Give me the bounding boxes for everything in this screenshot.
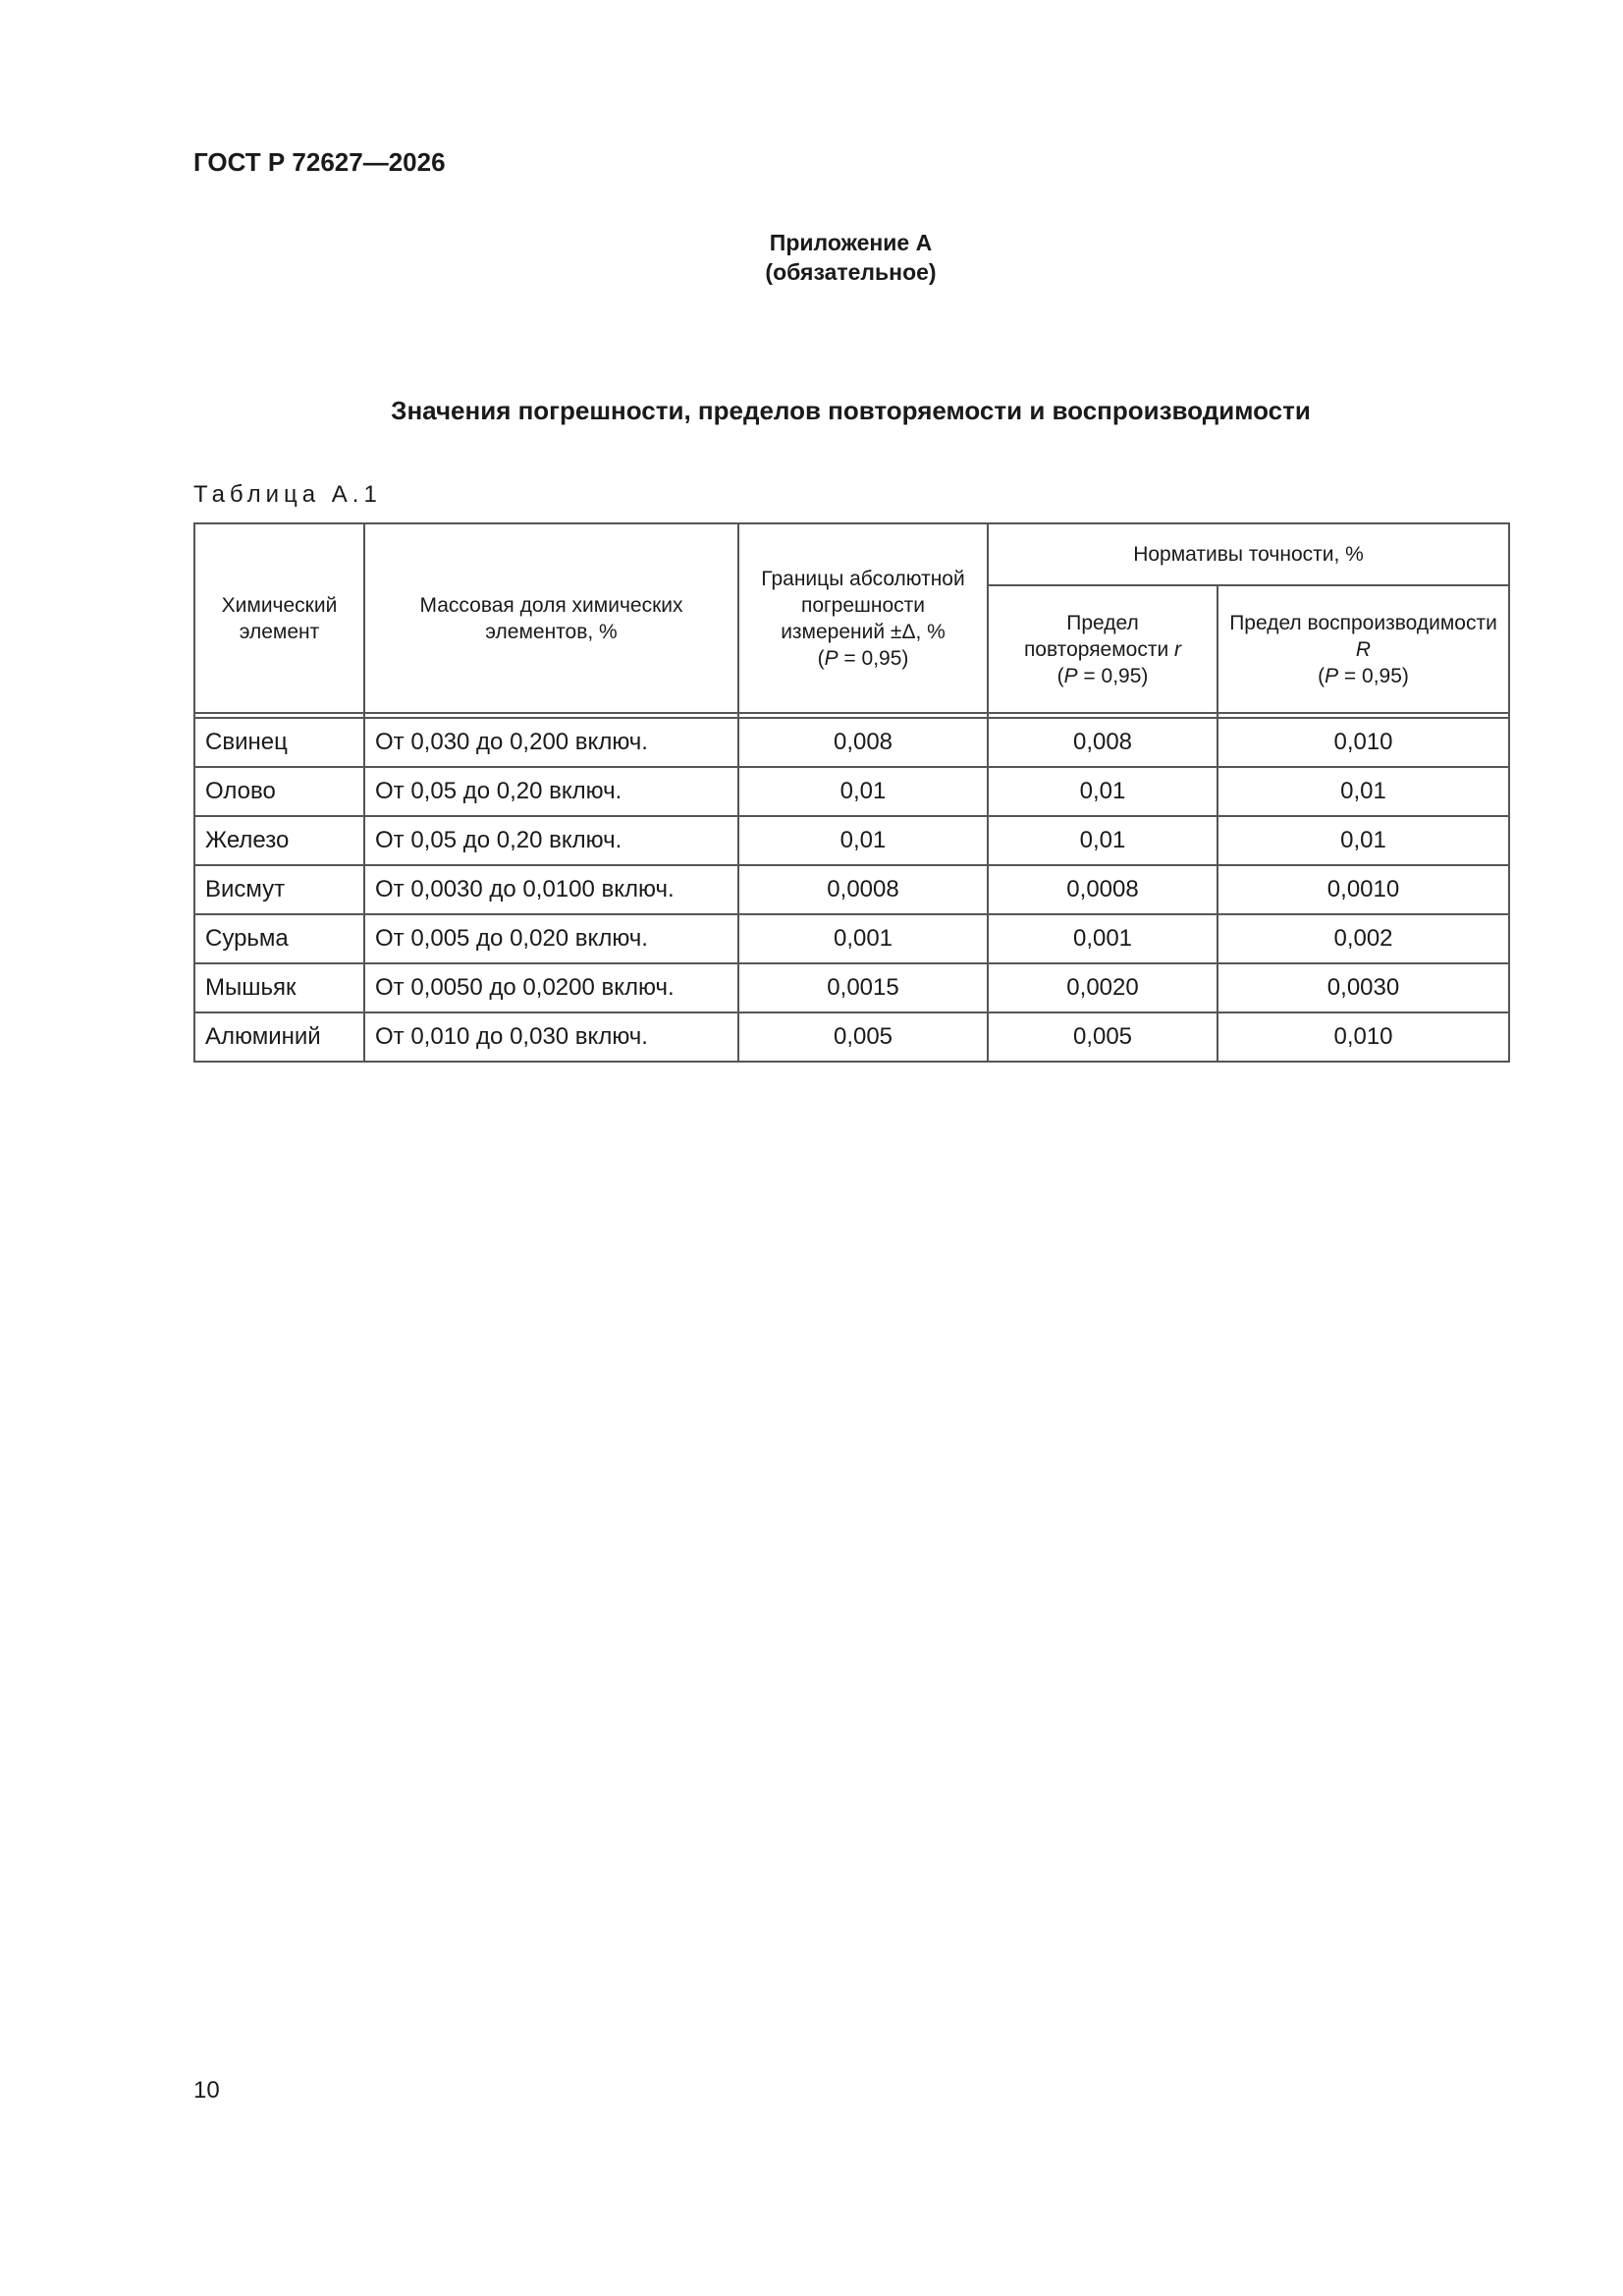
cell-range: От 0,05 до 0,20 включ. <box>364 816 738 865</box>
cell-range: От 0,0030 до 0,0100 включ. <box>364 865 738 914</box>
header-element: Химический элемент <box>194 523 364 713</box>
cell-reproducibility: 0,002 <box>1217 914 1509 963</box>
appendix-subtitle: (обязательное) <box>765 259 937 285</box>
header-repeatability-p-value: = 0,95) <box>1077 664 1149 687</box>
table-row <box>194 914 1509 963</box>
cell-delta: 0,01 <box>738 767 988 816</box>
cell-delta: 0,008 <box>738 718 988 767</box>
cell-range: От 0,0050 до 0,0200 включ. <box>364 963 738 1012</box>
cell-delta: 0,0008 <box>738 865 988 914</box>
document-code: ГОСТ Р 72627—2026 <box>193 147 446 177</box>
header-reproducibility-symbol: R <box>1355 637 1372 661</box>
appendix-title: Приложение А <box>769 230 933 255</box>
cell-repeatability: 0,0020 <box>988 963 1217 1012</box>
cell-repeatability: 0,01 <box>988 767 1217 816</box>
cell-repeatability: 0,001 <box>988 914 1217 963</box>
cell-reproducibility: 0,0030 <box>1217 963 1509 1012</box>
cell-repeatability: 0,008 <box>988 718 1217 767</box>
cell-reproducibility: 0,010 <box>1217 718 1509 767</box>
header-reproducibility-p-symbol: P <box>1325 664 1339 687</box>
cell-element: Мышьяк <box>194 963 364 1012</box>
cell-reproducibility: 0,01 <box>1217 767 1509 816</box>
cell-delta: 0,01 <box>738 816 988 865</box>
cell-range: От 0,030 до 0,200 включ. <box>364 718 738 767</box>
section-title: Значения погрешности, пределов повторяемости и воспроизводимости <box>391 396 1311 425</box>
table-header <box>194 523 1509 713</box>
cell-delta: 0,001 <box>738 914 988 963</box>
cell-delta: 0,005 <box>738 1012 988 1062</box>
cell-range: От 0,005 до 0,020 включ. <box>364 914 738 963</box>
table-row <box>194 767 1509 816</box>
header-repeatability-p-symbol: P <box>1063 664 1078 687</box>
header-abs-error: Границы абсолютной погрешности измерений ±Δ, % (P = 0,95) <box>738 523 988 713</box>
cell-element: Сурьма <box>194 914 364 963</box>
cell-delta: 0,0015 <box>738 963 988 1012</box>
header-repeatability-label: Предел повторяемости <box>1023 611 1175 661</box>
cell-element: Свинец <box>194 718 364 767</box>
table-row <box>194 1012 1509 1062</box>
cell-element: Олово <box>194 767 364 816</box>
header-accuracy-group: Нормативы точности, % <box>988 523 1509 585</box>
table-row <box>194 865 1509 914</box>
header-reproducibility: Предел воспроизводимости R (P = 0,95) <box>1217 585 1509 713</box>
accuracy-table <box>193 522 1510 1063</box>
cell-repeatability: 0,01 <box>988 816 1217 865</box>
cell-element: Висмут <box>194 865 364 914</box>
cell-element: Железо <box>194 816 364 865</box>
header-reproducibility-label: Предел воспроизводимости <box>1229 611 1497 634</box>
header-repeatability: Предел повторяемости r (P = 0,95) <box>988 585 1217 713</box>
header-abs-error-text: Границы абсолютной погрешности измерений ±Δ, % <box>761 567 965 643</box>
cell-reproducibility: 0,0010 <box>1217 865 1509 914</box>
header-abs-error-p-symbol: P <box>824 646 839 670</box>
cell-range: От 0,05 до 0,20 включ. <box>364 767 738 816</box>
header-repeatability-symbol: r <box>1174 637 1182 661</box>
page-number: 10 <box>193 2077 220 2104</box>
table-row <box>194 963 1509 1012</box>
cell-repeatability: 0,005 <box>988 1012 1217 1062</box>
appendix-heading <box>0 228 1623 287</box>
header-reproducibility-p-value: = 0,95) <box>1338 664 1409 687</box>
header-mass-fraction: Массовая доля химических элементов, % <box>364 523 738 713</box>
header-abs-error-p-value: = 0,95) <box>838 646 909 670</box>
cell-repeatability: 0,0008 <box>988 865 1217 914</box>
cell-reproducibility: 0,01 <box>1217 816 1509 865</box>
cell-range: От 0,010 до 0,030 включ. <box>364 1012 738 1062</box>
cell-element: Алюминий <box>194 1012 364 1062</box>
table-row <box>194 816 1509 865</box>
table-caption: Таблица А.1 <box>193 481 382 508</box>
cell-reproducibility: 0,010 <box>1217 1012 1509 1062</box>
table-row <box>194 718 1509 767</box>
table-body <box>194 713 1509 1062</box>
